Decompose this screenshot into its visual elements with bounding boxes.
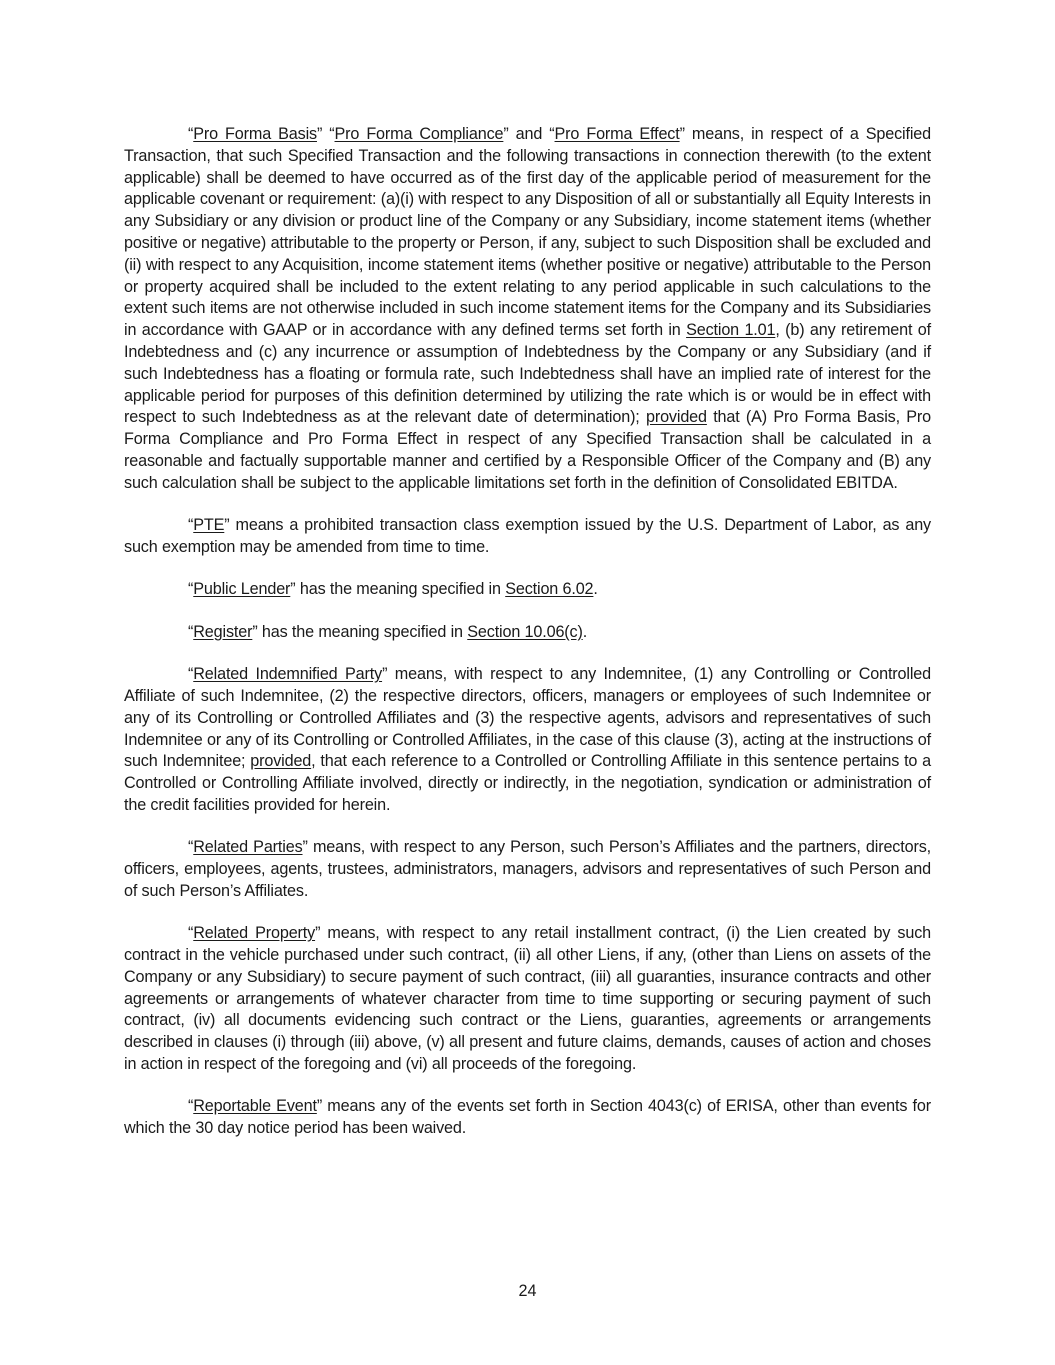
underlined-term: PTE [193,516,225,535]
definition-text: “ [188,622,194,641]
definition-text: ” “ [316,125,335,143]
definition-register [124,622,931,644]
underlined-term: Section 1.01 [686,321,776,340]
definition-text: that (A) Pro Forma Basis, Pro Forma Compliance and Pro Forma Effect in respect of any Specified Transaction shall be calculated in a reasonable and factually supportable manner and certified by a Responsible Officer of the Company and (B) any such calculation shall be subject to the applicable limitations set forth in the definition of Consolidated EBITDA. [124,408,931,492]
underlined-term: Pro Forma Basis [193,125,317,143]
underlined-term: Pro Forma Effect [554,125,680,143]
definition-pro-forma [124,124,931,495]
definition-text: ” means, with respect to any Indemnitee, (1) any Controlling or Controlled Affiliate of such Indemnitee, (2) the respective directors, officers, managers or employees of such Indemnitee or any of its Controlling or Controlled Affiliates and (3) the respective agents, advisors and representatives of such Indemnitee or any of its Controlling or Controlled Affiliates, in the case of this clause (3), acting at the instructions of such Indemnitee; [124,665,931,771]
definition-text: , that each reference to a Controlled or Controlling Affiliate in this sentence pertains to a Controlled or Controlling Affiliate involved, directly or indirectly, in the negotiation, syndication or administration of the credit facilities provided for herein. [124,752,931,814]
definition-text: “ [188,665,194,684]
definition-text: , (b) any retirement of Indebtedness and (c) any incurrence or assumption of Indebtedness by the Company or any Subsidiary (and if such Indebtedness has a floating or formula rate, such Indebtedness shall have an implied rate of interest for the applicable period for purposes of this definition determined by utilizing the rate which is or would be in effect with respect to such Indebtedness as at the relevant date of determination); [124,321,931,427]
definition-text: ” means a prohibited transaction class exemption issued by the U.S. Department of Labor, as any such exemption may be amended from time to time. [124,516,931,556]
definition-text: “ [188,1097,194,1116]
definition-text: ” means any of the events set forth in Section 4043(c) of ERISA, other than events for which the 30 day notice period has been waived. [124,1097,931,1138]
underlined-term: Related Indemnified Party [193,665,383,684]
underlined-term: Related Property [193,924,316,943]
definition-text: ” has the meaning specified in [252,622,468,641]
definition-text: ” means, in respect of a Specified Transaction, that such Specified Transaction and the following transactions in connection therewith (to the extent applicable) shall be deemed to have occurred as of the first day of the applicable period of measurement for the applicable covenant or requirement: (a)(i) with respect to any Disposition of all or substantially all Equity Interests in any Subsidiary or any division or product line of the Company or any Subsidiary, income statement items (whether positive or negative) attributable to the property or Person, if any, subject to such Disposition shall be excluded and (ii) with respect to any Acquisition, income statement items (whether positive or negative) attributable to the Person or property acquired shall be included to the extent relating to any period applicable in such calculations to the extent such items are not otherwise included in such income statement items for the Company and its Subsidiaries in accordance with GAAP or in accordance with any defined terms set forth in [124,125,932,340]
definition-reportable-event [124,1096,931,1140]
underlined-term: Register [193,622,253,641]
underlined-term: Public Lender [193,580,291,599]
definitions-body [124,124,931,1161]
underlined-term: Section 10.06(c) [467,622,583,641]
definition-text: “ [188,924,194,943]
definition-text: . [593,580,598,599]
definition-text: “ [188,838,194,857]
definition-related-parties [124,837,931,902]
definition-text: “ [188,125,194,143]
underlined-term: provided [250,752,312,771]
underlined-term: Section 6.02 [505,580,594,599]
underlined-term: Related Parties [193,838,303,857]
definition-text: “ [188,516,194,535]
definition-related-indemnified-party [124,664,931,817]
definition-pte [124,515,931,559]
underlined-term: Reportable Event [193,1097,317,1116]
underlined-term: provided [645,408,707,427]
definition-public-lender [124,579,931,601]
definition-text: ” and “ [503,125,555,143]
definition-text: ” means, with respect to any retail installment contract, (i) the Lien created by such contract in the vehicle purchased under such contract, (ii) all other Liens, if any, (other than Liens on assets of the Company or any Subsidiary) to secure payment of such contract, (iii) all guaranties, insurance contracts and other agreements or arrangements of whatever character from time to time supporting or securing payment of such contract, (iv) all documents evidencing such contract or the Liens, guaranties, agreements or arrangements described in clauses (i) through (iii) above, (v) all present and future claims, demands, causes of action and choses in action in respect of the foregoing and (vi) all proceeds of the foregoing. [124,924,931,1074]
definition-text: ” has the meaning specified in [290,580,506,599]
definition-text: ” means, with respect to any Person, such Person’s Affiliates and the partners, directors, officers, employees, agents, trustees, administrators, managers, advisors and representatives of such Person and of such Person’s Affiliates. [124,838,931,900]
underlined-term: Pro Forma Compliance [334,125,504,143]
page-number: 24 [518,1282,537,1300]
definition-text: “ [188,580,194,599]
definition-related-property [124,923,931,1076]
definition-text: . [582,622,588,641]
